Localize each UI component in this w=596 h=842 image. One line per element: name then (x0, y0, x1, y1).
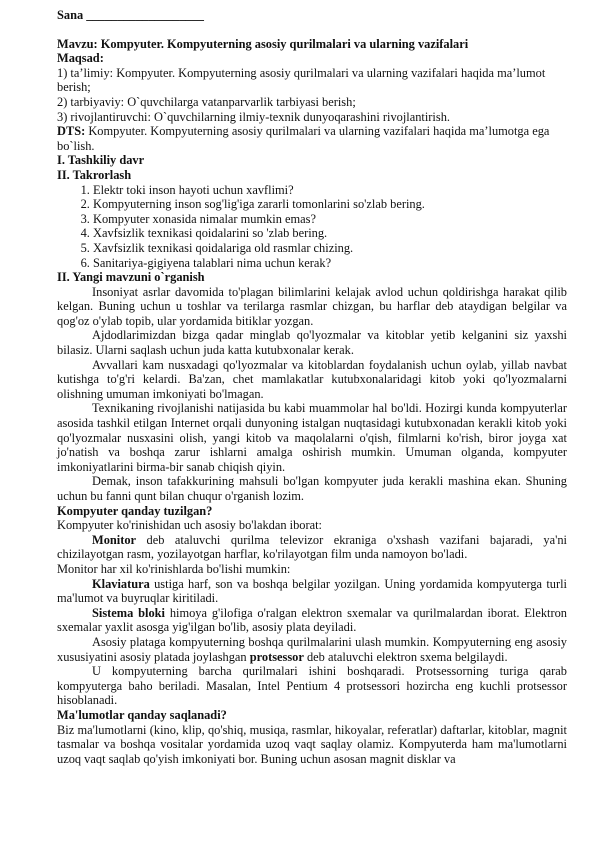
lesson-plan-page (57, 8, 567, 766)
review-question: 6. Sanitariya-gigiyena talablari nima uchun kerak? (93, 256, 567, 271)
processor-term: protsessor (249, 649, 304, 664)
system-unit-text: himoya g'ilofiga o'ralgan elektron sxemalar va qurilmalardan iborat. Elektron sxemalar yaxlit asosga yig'ilgan bo'lib, asosiy plata deyiladi. (57, 605, 567, 635)
keyboard-text: ustiga harf, son va boshqa belgilar yozilgan. Uning yordamida kompyuterga turli ma'lumot va buyruqlar kiritiladi. (57, 576, 567, 606)
system-unit-term: Sistema bloki (92, 605, 165, 620)
section-new-topic: II. Yangi mavzuni o`rganish (57, 270, 205, 285)
goal-label: Maqsad: (57, 51, 104, 66)
monitor-term: Monitor (92, 532, 137, 547)
heading-storage: Ma'lumotlar qanday saqlanadi? (57, 707, 227, 722)
review-question: 1. Elektr toki inson hayoti uchun xavflimi? (93, 183, 567, 198)
dts-text: Kompyuter. Kompyuterning asosiy qurilmalari va ularning vazifalari haqida ma’lumotga ega bo`lish. (57, 124, 550, 153)
keyboard-term: Klaviatura (92, 576, 150, 591)
system-unit-paragraph (57, 606, 567, 635)
review-questions-list (57, 183, 567, 271)
motherboard-paragraph (57, 635, 567, 664)
body-paragraph: Texnikaning rivojlanishi natijasida bu kabi muammolar hal bo'ldi. Hozirgi kunda kompyuterlar asosida tashkil etilgan Internet orqali dunyoning istalgan nuqtasidagi kutubxonadan kerakli kitob yoki qo'lyozmalar nusxasini olish, yangi kitob va maqolalarni o'qish, filmlarni ko'rish, biror joyga xat jo'natish va boshqa zarur ishlarni amalga oshirish mumkin. Umuman olganda, kompyuter imkoniyatlarini birma-bir sanab chiqish qiyin. (57, 401, 567, 474)
review-question: 4. Xavfsizlik texnikasi qoidalarini so 'zlab bering. (93, 226, 567, 241)
structure-intro: Kompyuter ko'rinishidan uch asosiy bo'lakdan iborat: (57, 518, 322, 533)
monitor-paragraph (57, 533, 567, 562)
review-question: 2. Kompyuterning inson sog'lig'iga zararli tomonlarini so'zlab bering. (93, 197, 567, 212)
dts-line (57, 124, 567, 153)
heading-structure: Kompyuter qanday tuzilgan? (57, 503, 213, 518)
motherboard-text: Asosiy plataga kompyuterning boshqa qurilmalarini ulash mumkin. Kompyuterning eng asosiy xususiyatini asosiy platada joylashgan (57, 634, 567, 664)
section-organizational: I. Tashkiliy davr (57, 153, 145, 168)
body-paragraph: Insoniyat asrlar davomida to'plagan bilimlarini kelajak avlod uchun qoldirishga harakat qilib kelgan. Buning uchun u toshlar va terilarga rasmlar chizgan, bu harflar deb ataydigan belgilar va qog'oz o'ylab topib, ular yordamida bitiklar yozgan. (57, 284, 567, 328)
section-review: II. Takrorlash (57, 167, 132, 182)
goal-upbringing: 2) tarbiyaviy: O`quvchilarga vatanparvarlik tarbiyasi berish; (57, 94, 356, 109)
motherboard-text-end: deb ataluvchi elektron sxema belgilaydi. (303, 649, 508, 664)
goal-developmental: 3) rivojlantiruvchi: O`quvchilarning ilmiy-texnik dunyoqarashini rivojlantirish. (57, 109, 450, 124)
goal-educational: 1) ta’limiy: Kompyuter. Kompyuterning asosiy qurilmalari va ularning vazifalari haqida ma’lumot berish; (57, 65, 546, 95)
body-paragraph: Ajdodlarimizdan bizga qadar minglab qo'lyozmalar va kitoblar yetib kelganini siz yaxshi bilasiz. Ularni saqlash uchun juda katta kutubxonalar kerak. (57, 328, 567, 358)
dts-label: DTS: (57, 124, 86, 139)
date-line: Sana ___________________ (57, 8, 204, 22)
review-question: 5. Xavfsizlik texnikasi qoidalariga old rasmlar chizing. (93, 241, 567, 256)
monitor-text: deb ataluvchi qurilma televizor ekraniga o'xshash vazifani bajaradi, ya'ni chizilayotgan rasm, yozilayotgan harflar, ko'rilayotgan film unda namoyon bo'ladi. (57, 532, 567, 562)
monitor-note: Monitor har xil ko'rinishlarda bo'lishi mumkin: (57, 561, 291, 576)
lesson-topic: Mavzu: Kompyuter. Kompyuterning asosiy qurilmalari va ularning vazifalari (57, 36, 469, 51)
storage-paragraph: Biz ma'lumotlarni (kino, klip, qo'shiq, musiqa, rasmlar, hikoyalar, referatlar) daftarlar, kitoblar, magnit tasmalar va boshqa vositalar yordamida uzoq vaqt saqlay olamiz. Kompyuterda ham ma'lumotlarni uzoq vaqt saqlab qo'yish imkoniyati bor. Buning uchun asosan magnit disklar va (57, 722, 567, 766)
body-paragraph: Demak, inson tafakkurining mahsuli bo'lgan kompyuter juda kerakli mashina ekan. Shuning uchun bu fanni qunt bilan chuqur o'rganish lozim. (57, 474, 567, 503)
review-question: 3. Kompyuter xonasida nimalar mumkin emas? (93, 212, 567, 227)
body-paragraph: Avvallari kam nusxadagi qo'lyozmalar va kitoblardan foydalanish uchun oylab, yillab navbat kutishga to'g'ri kelardi. Ba'zan, chet mamlakatlar kutubxonalaridagi kitob yoki qo'lyozmalarni olishning umuman imkoniyati bo'lmagan. (57, 357, 567, 401)
keyboard-paragraph (57, 577, 567, 606)
processor-paragraph: U kompyuterning barcha qurilmalari ishini boshqaradi. Protsessorning turiga qarab kompyuterga baho beriladi. Masalan, Intel Pentium 4 protsessori hozircha eng kuchli protsessor hisoblanadi. (57, 664, 567, 708)
